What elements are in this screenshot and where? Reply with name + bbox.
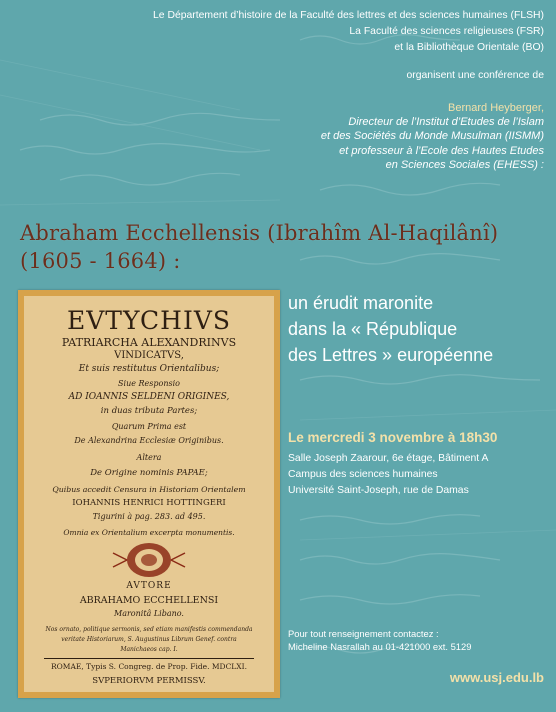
organizer-line: La Faculté des sciences religieuses (FSR): [349, 26, 544, 37]
title-line-1: Abraham Ecchellensis (Ibrahîm Al-Haqilânî): [20, 221, 499, 245]
speaker-role-line: en Sciences Sociales (EHESS) :: [385, 158, 544, 171]
contact-block: [288, 627, 471, 653]
book-line: Quibus accedit Censura in Historiam Orientalem: [52, 485, 246, 494]
book-line: in duas tributa Partes;: [100, 406, 198, 416]
printers-emblem-icon: [109, 541, 189, 579]
conference-subtitle: [288, 290, 493, 368]
speaker-role-line: et professeur à l’Ecole des Hautes Etudes: [339, 144, 544, 157]
book-title-page-image: [18, 290, 280, 698]
event-date: Le mercredi 3 novembre à 18h30: [288, 430, 498, 445]
conference-title: [20, 219, 550, 275]
intro-text: organisent une conférence de: [406, 70, 544, 81]
book-rule: [44, 658, 254, 659]
book-line: VINDICATVS,: [114, 350, 184, 361]
organizer-line: Le Département d’histoire de la Faculté des lettres et des sciences humaines (FLSH): [153, 10, 544, 21]
website-link[interactable]: www.usj.edu.lb: [449, 670, 544, 685]
book-line: De Origine nominis PAPAE;: [90, 468, 208, 478]
contact-line: Pour tout renseignement contactez :: [288, 628, 439, 639]
book-line: AD IOANNIS SELDENI ORIGINES,: [68, 392, 230, 402]
book-page: [24, 296, 274, 692]
book-line: EVTYCHIVS: [66, 306, 232, 335]
book-line: Manichaeos cap. I.: [120, 646, 178, 653]
book-line: ABRAHAMO ECCHELLENSI: [79, 595, 219, 606]
organizers-block: [24, 8, 544, 56]
book-line: IOHANNIS HENRICI HOTTINGERI: [72, 498, 226, 508]
speaker-block: [24, 101, 544, 172]
speaker-role-line: Directeur de l’Institut d’Etudes de l’Islam: [348, 116, 544, 129]
book-line: Tigurini à pag. 283. ad 495.: [92, 512, 206, 521]
organizer-line: et la Bibliothèque Orientale (BO): [394, 42, 544, 53]
subtitle-line: des Lettres » européenne: [288, 345, 494, 365]
book-line: PATRIARCHA ALEXANDRINVS: [61, 336, 237, 349]
book-line: SVPERIORVM PERMISSV.: [92, 676, 206, 686]
book-line: AVTORE: [126, 581, 172, 591]
speaker-name: Bernard Heyberger,: [448, 102, 544, 114]
title-line-2: (1605 - 1664) :: [20, 249, 181, 273]
book-line: Et suis restitutus Orientalibus;: [78, 364, 220, 374]
book-line: Siue Responsio: [118, 379, 180, 388]
book-line: ROMAE, Typis S. Congreg. de Prop. Fide. MDCLXI.: [51, 662, 247, 671]
book-line: Nos ornato, politique sermonis, sed etiam manifestis commendanda: [45, 626, 253, 633]
book-line: Quarum Prima est: [111, 422, 187, 431]
venue-line: Salle Joseph Zaarour, 6e étage, Bâtiment A: [288, 453, 489, 464]
subtitle-line: dans la « République: [288, 319, 458, 339]
venue-block: [288, 451, 488, 499]
book-line: De Alexandrina Ecclesiæ Originibus.: [74, 436, 224, 445]
subtitle-line: un érudit maronite: [288, 293, 434, 313]
book-line: veritate Historiarum, S. Augustinus Librum Genef. contra: [61, 636, 237, 643]
book-line: Omnia ex Orientalium excerpta monumentis.: [63, 528, 235, 537]
contact-line: Micheline Nasrallah au 01-421000 ext. 5129: [288, 641, 472, 652]
venue-line: Campus des sciences humaines: [288, 469, 438, 480]
venue-line: Université Saint-Joseph, rue de Damas: [288, 485, 469, 496]
book-line: Maronitâ Libano.: [114, 609, 184, 618]
book-line: Altera: [136, 453, 162, 462]
speaker-role-line: et des Sociétés du Monde Musulman (IISMM): [320, 130, 544, 143]
